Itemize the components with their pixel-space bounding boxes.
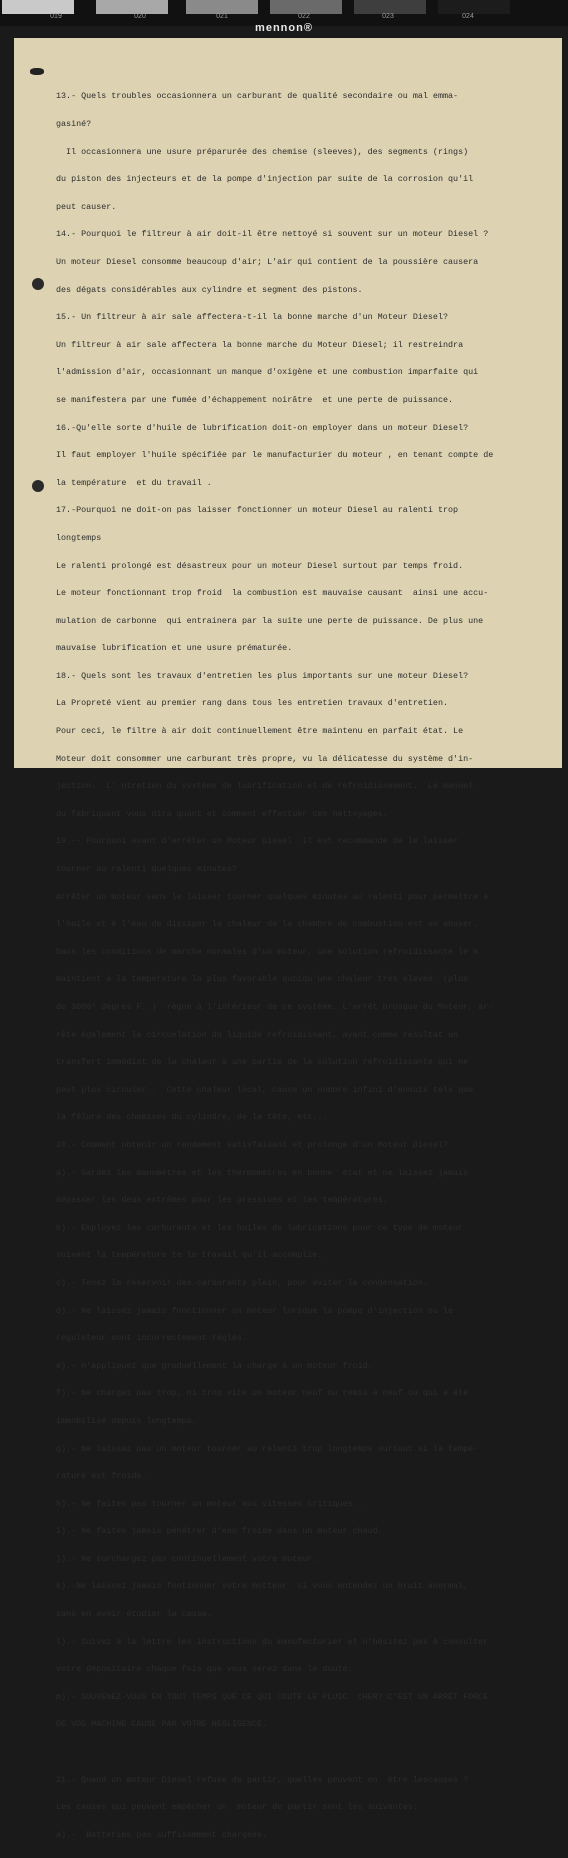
text-line: régulateur sont incorrectement réglés. [56,1333,247,1344]
text-line: Les causes qui peuvent empêcher un moteur de partir sont les suivantes: [56,1802,418,1813]
text-line: f).- Ne chargez pas trop, ni trop vite un moteur neuf ou remis à neuf ou qui a été [56,1388,469,1399]
text-line: e).- n'appliquez que graduellement la charge à un moteur froid. [56,1360,373,1371]
text-line: 18.- Quels sont les travaux d'entretien les plus importants sur une moteur Diesel? [56,670,469,681]
frame-swatch [438,0,510,14]
text-line: jection. L' ntretien du système de lubrification et de refroidissement. Le manuel [56,781,474,792]
frame-swatch [354,0,426,14]
text-line: Dans les conditions de marche normales d'un moteur, une solution refroidissante le m [56,946,479,957]
text-line: l).- Suivez à la lettre les instructions du manufacturier et n'hésitez pas à consulter [56,1636,489,1647]
text-line: g).- Ne laissez pas un moteur tourner au ralenti trop longtemps surtout si la tempé- [56,1443,479,1454]
text-line: k).-Ne laissez jamais fontionner votre motteur si vous entendez un bruit anormal, [56,1581,469,1592]
text-line: sans en avoir étudier la cause. [56,1609,212,1620]
text-line: Un moteur Diesel consomme beaucoup d'air; L'air qui contient de la poussière causera [56,256,479,267]
frame-number: 020 [134,13,146,20]
frame-swatch [270,0,342,14]
text-line: mulation de carbonne qui entrainera par la suite une perte de puissance. De plus une [56,615,484,626]
text-line: Un filtreur à air sale affectera la bonne marche du Moteur Diesel; il restreindra [56,339,464,350]
text-line: de 3000° degrés F. ) règne à l'intérieur de ce système. L'arrêt brusque du Moteur, ar- [56,1002,494,1012]
text-line: b).- Employez les carburants et les huiles de lubrications pour ce type de moteur [56,1222,464,1233]
text-line: l'huile et à l'eau de dissiper la chaleur de la chambre de combustion est un abuser. [56,919,479,930]
text-line: maintient à la température la plus favorable quoiqu'une chaleur très élevée (plus [56,974,469,985]
text-line: c).- Tenez le réservoir des carburants plein, pour éviter la condensation. [56,1277,428,1288]
text-line: 14.- Pourquoi le filtreur à air doit-il être nettoyé si souvent sur un moteur Diesel ? [56,229,489,240]
frame-number: 021 [216,13,228,20]
text-line: j).- Ne surchargez pas continuellement votre moteur. [56,1553,318,1564]
text-line: m).- SOUVENEZ-VOUS EN TOUT TEMPS QUE CE QUI COUTE LE PLUSC CHER? C'EST UN ARRÊT FORCE [56,1691,489,1702]
text-line: dépasser les deux extrêmes pour les pressions et les températures. [56,1195,388,1206]
text-line: i).- Ne faites jamais pénétrer d'eau froide dans un moteur chaud. [56,1526,383,1537]
text-line: 17.-Pourquoi ne doit-on pas laisser fonctionner un moteur Diesel au ralenti trop [56,505,459,516]
text-line: Arrêter un moteur sans le laisser tourner quelques minutes au ralenti pour permettre à [56,891,489,902]
brand-logo: mennon® [255,22,313,34]
text-line: suivant la température te le travail qu'il accomplie. [56,1250,323,1261]
text-line: 21.- Quand un moteur Diesel refuse de partir, quelles peuvent en être lescauses ? [56,1774,469,1785]
text-line: la température et du travail . [56,477,212,488]
text-line: Il faut employer l'huile spécifiée par le manufacturier du moteur , en tenant compte de [56,450,494,461]
text-line: d).- Ne laissez jamais fonctionner un moteur lorsque la pompe d'injection ou le [56,1305,454,1316]
text-line: votre dépositaire chaque fois que vous serez dans le doute. [56,1664,353,1675]
text-line: a).- Gardez les manomètres et les thermomètres en bonne état et ne laissez jamais [56,1167,469,1178]
text-line: 20.- Comment obtenir un rendement satisfaisant et prolongé d'un Moteur Diesel? [56,1139,449,1150]
text-line: a).- Batteries pas suffisamment chargées. [56,1829,268,1840]
ink-blot [30,68,44,75]
text-line: Le ralenti prolongé est désastreux pour un moteur Diesel surtout par temps froid. [56,560,464,571]
punch-hole [32,278,44,290]
text-line: Il occasionnera une usure préparurée des chemise (sleeves), des segments (rings) [56,146,469,157]
text-line: mauvaise lubrification et une usure prématurée. [56,643,293,654]
frame-swatch [96,0,168,14]
text-line: La Propreté vient au premier rang dans tous les entretien travaux d'entretien. [56,698,449,709]
text-line [56,1748,556,1757]
text-line: tourner au ralenti quelques minutes? [56,864,237,875]
text-line: 15.- Un filtreur à air sale affectera-t-il la bonne marche d'un Moteur Diesel? [56,312,449,323]
text-line: l'admission d'air, occasionnant un manque d'oxigène et une combustion imparfaite qui [56,367,479,378]
text-line: 19.-- Pourquoi avant d'arrêter un Moteur Diesel il est recommandé de le laisser [56,836,459,847]
text-line: 13.- Quels troubles occasionnera un carburant de qualité secondaire ou mal emma- [56,91,459,102]
text-line: Le moteur fonctionnant trop froid la combustion est mauvaise causant ainsi une accu- [56,588,489,599]
text-line: peut causer. [56,201,117,212]
text-line: du fabriquant vous dira quant et comment effectuer ces nettoyages. [56,808,388,819]
frame-number: 022 [298,13,310,20]
document-page [14,38,562,1840]
text-line: du piston des injecteurs et de la pompe d'injection par suite de la corrosion qu'il [56,174,474,185]
punch-hole [32,480,44,492]
text-line: rature est froide. [56,1471,147,1482]
text-line: DE VOS MACHINE CAUSE PAR VOTRE NEGLIGENCE. [56,1719,268,1730]
frame-number: 023 [382,13,394,20]
frame-number: 019 [50,13,62,20]
text-line: transfert immédiat de la chaleur à une partie de la solution refroidissante qui ne [56,1057,469,1068]
text-line: gasiné? [56,119,92,129]
text-line: 16.-Qu'elle sorte d'huile de lubrification doit-on employer dans un moteur Diesel? [56,422,469,433]
text-line: longtemps [56,532,102,543]
text-line: immobilisé depuis longtemps. [56,1415,197,1426]
text-line: h).- Ne faites pas tourner un moteur aux vitesses critiques . [56,1498,363,1509]
text-line: Pour ceci, le filtre à air doit continuellement être maintenu en parfait état. Le [56,726,464,737]
text-line: peut plus circuler . Cette chaleur local, cause un nombre infini d'ennuis tels que [56,1084,474,1095]
frame-number: 024 [462,13,474,20]
frame-swatch [2,0,74,14]
text-line: des dégats considérables aux cylindre et segment des pistons. [56,284,363,295]
text-line: la fêlure des chemises du cylindre, de la tête, etc... [56,1112,328,1123]
text-line: rête également la circuelation du liquide refroidissant, ayant comme résultat un [56,1029,459,1040]
text-line: se manifestera par une fumée d'échappement noirâtre et une perte de puissance. [56,394,454,405]
text-line: Moteur doit consommer une carburant très propre, vu la délicatesse du système d'in- [56,753,474,764]
frame-swatch [186,0,258,14]
document-body [56,74,556,1858]
